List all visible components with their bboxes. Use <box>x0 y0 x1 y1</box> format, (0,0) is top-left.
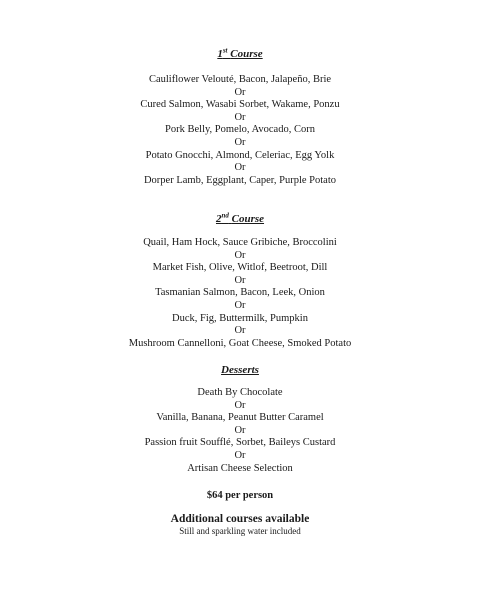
or-separator: Or <box>234 86 246 98</box>
course2-heading-word: Course <box>231 213 265 225</box>
or-separator: Or <box>234 249 246 261</box>
menu-item: Tasmanian Salmon, Bacon, Leek, Onion <box>155 287 325 299</box>
or-separator: Or <box>234 162 246 174</box>
or-separator: Or <box>234 449 246 461</box>
course2-heading <box>0 212 480 226</box>
course2-heading-ordinal: nd <box>221 211 229 220</box>
menu-item: Market Fish, Olive, Witlof, Beetroot, Dill <box>152 262 328 274</box>
course1-section-header <box>0 47 480 61</box>
menu-item: Cured Salmon, Wasabi Sorbet, Wakame, Ponzu <box>140 99 340 111</box>
price-per-person: $64 per person <box>206 490 274 501</box>
course2-item-list <box>0 237 480 350</box>
menu-item: Cauliflower Velouté, Bacon, Jalapeño, Brie <box>148 74 332 85</box>
menu-item: Quail, Ham Hock, Sauce Gribiche, Broccolini <box>143 237 337 248</box>
or-separator: Or <box>234 136 246 148</box>
menu-item: Passion fruit Soufflé, Sorbet, Baileys Custard <box>144 437 336 449</box>
course1-heading <box>0 47 480 61</box>
course1-heading-word: Course <box>230 48 263 60</box>
course1-item-list <box>0 74 480 187</box>
desserts-item-list <box>0 387 480 475</box>
menu-item: Dorper Lamb, Eggplant, Caper, Purple Potato <box>143 174 337 186</box>
or-separator: Or <box>234 111 246 123</box>
or-separator: Or <box>234 399 246 411</box>
additional-courses-note: Additional courses available <box>170 513 310 525</box>
menu-item: Potato Gnocchi, Almond, Celeriac, Egg Yolk <box>145 149 335 161</box>
or-separator: Or <box>234 325 246 337</box>
menu-item: Death By Chocolate <box>197 387 283 398</box>
water-included-note: Still and sparkling water included <box>179 526 301 536</box>
or-separator: Or <box>234 299 246 311</box>
menu-item: Artisan Cheese Selection <box>187 462 293 474</box>
menu-item: Pork Belly, Pomelo, Avocado, Corn <box>165 124 315 136</box>
desserts-heading: Desserts <box>221 364 259 376</box>
or-separator: Or <box>234 424 246 436</box>
course1-heading-number: 1 <box>217 48 223 60</box>
desserts-section-header <box>0 363 480 377</box>
course2-section-header <box>0 212 480 226</box>
or-separator: Or <box>234 274 246 286</box>
course2-heading-number: 2 <box>215 213 222 225</box>
menu-item: Vanilla, Banana, Peanut Butter Caramel <box>156 412 324 424</box>
menu-item: Mushroom Cannelloni, Goat Cheese, Smoked Potato <box>128 337 352 349</box>
course1-heading-ordinal: st <box>222 46 228 55</box>
menu-item: Duck, Fig, Buttermilk, Pumpkin <box>172 312 308 324</box>
